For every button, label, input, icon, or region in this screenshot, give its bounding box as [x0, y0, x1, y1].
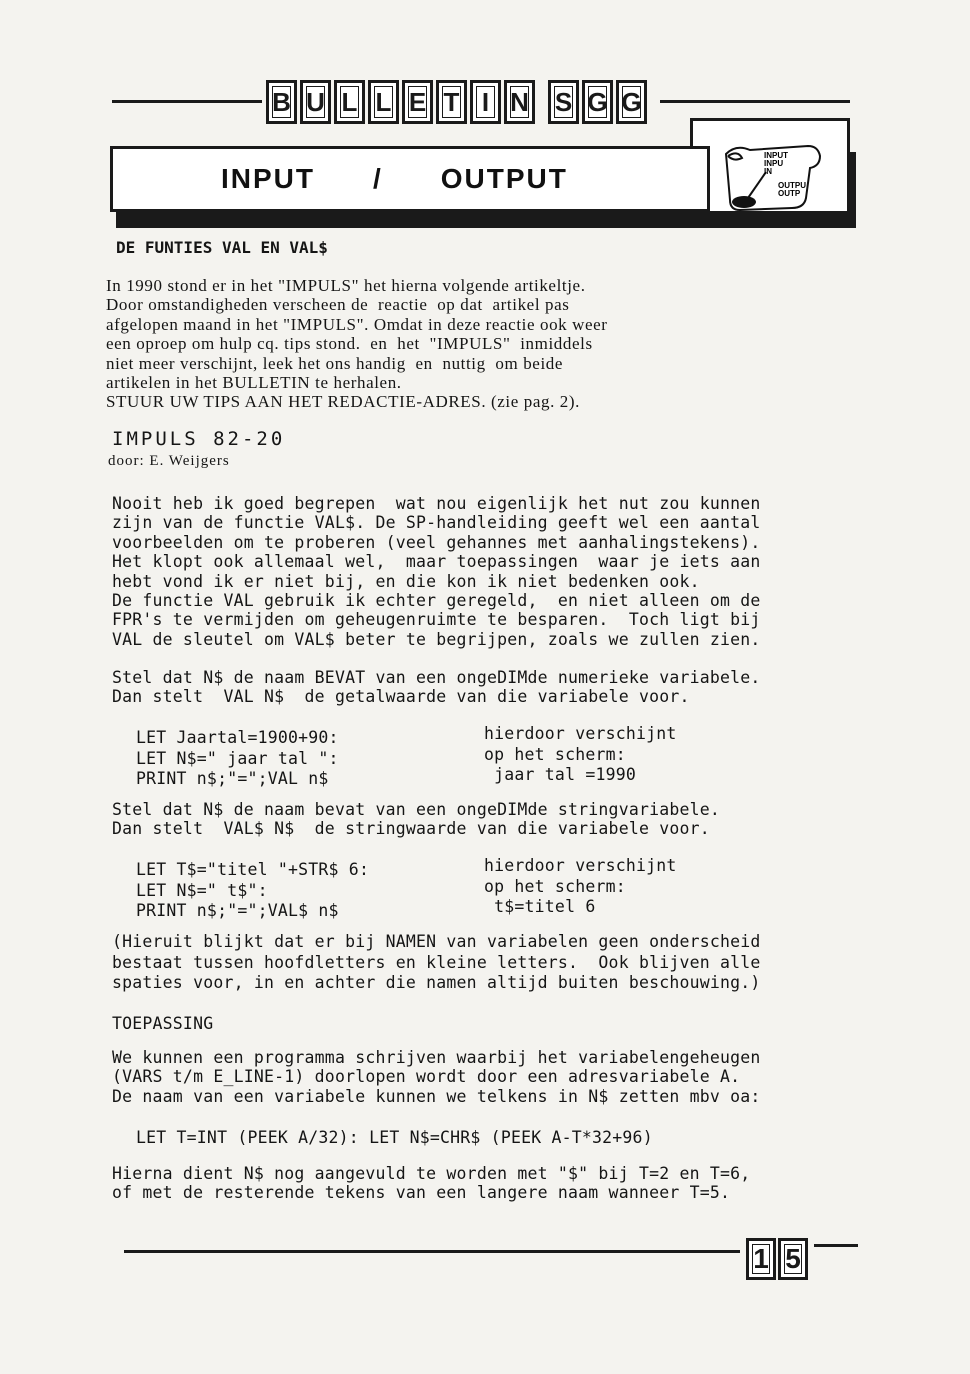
masthead-rule-left — [112, 100, 262, 103]
code-line: LET N$=" jaar tal ": — [136, 748, 339, 768]
bulletin-letter-tile: E — [402, 80, 433, 124]
footer-rule-left — [124, 1250, 740, 1253]
logo-line-3: IN — [764, 167, 772, 176]
bulletin-letter-tile: T — [436, 80, 467, 124]
body-line: bestaat tussen hoofdletters en kleine letters. Ook blijven alle — [112, 952, 761, 972]
article-byline: door: E. Weijgers — [108, 453, 230, 469]
subheading: TOEPASSING — [112, 1014, 214, 1033]
code-line: PRINT n$;"=";VAL$ n$ — [136, 901, 339, 920]
scroll-inkwell-icon — [718, 140, 828, 212]
body-line: Hierna dient N$ nog aangevuld te worden met "$" bij T=2 en T=6, — [112, 1164, 751, 1183]
body-line: De naam van een variabele kunnen we telkens in N$ zetten mbv oa: — [112, 1086, 761, 1106]
body-line: (Hieruit blijkt dat er bij NAMEN van variabelen geen onderscheid — [112, 932, 761, 951]
result-line: hierdoor verschijnt — [484, 724, 677, 743]
intro-line: niet meer verschijnt, leek het ons handig en nuttig om beide — [106, 353, 564, 373]
bulletin-letter-tile: N — [504, 80, 535, 124]
body-line: We kunnen een programma schrijven waarbij het variabelengeheugen — [112, 1048, 761, 1067]
result-line: op het scherm: — [484, 744, 626, 764]
logo-line-2: INPU — [764, 159, 784, 168]
page-number-tiles — [746, 1238, 808, 1280]
body-line: hebt vond ik er niet bij, en die kon ik niet bedenken ook. — [112, 571, 700, 591]
body-line: VAL de sleutel om VAL$ beter te begrijpen, zoals we zullen zien. — [112, 629, 761, 649]
section-input-label: INPUT — [221, 163, 315, 194]
body-line: zijn van de functie VAL$. De SP-handleiding geeft wel een aantal — [112, 513, 761, 533]
body-line: De functie VAL gebruik ik echter geregeld, en niet alleen om de — [112, 591, 761, 610]
intro-line: artikelen in het BULLETIN te herhalen. — [106, 373, 402, 392]
title-letter-tile: 1 — [746, 1238, 776, 1280]
body-line: Dan stelt VAL N$ de getalwaarde van die variabele voor. — [112, 687, 690, 707]
title-letter-tile: 5 — [778, 1238, 808, 1280]
body-line: Nooit heb ik goed begrepen wat nou eigenlijk het nut zou kunnen — [112, 494, 761, 513]
section-output-label: OUTPUT — [440, 163, 568, 194]
body-line: Dan stelt VAL$ N$ de stringwaarde van die variabele voor. — [112, 819, 710, 839]
bulletin-letter-tile: L — [368, 80, 399, 124]
result-line: jaar tal =1990 — [484, 765, 637, 784]
sgg-letter-tile: S — [548, 80, 579, 124]
body-line: of met de resterende tekens van een langere naam wanneer T=5. — [112, 1183, 731, 1203]
masthead-rule-right — [660, 100, 850, 103]
body-line: FPR's te vermijden om geheugenruimte te besparen. Toch ligt bij — [112, 610, 761, 630]
intro-line: een oproep om hulp cq. tips stond. en het "IMPULS" inmiddels — [106, 334, 593, 354]
bulletin-letter-tile: L — [334, 80, 365, 124]
body-line: Het klopt ook allemaal wel, maar toepassingen waar je iets aan — [112, 552, 761, 572]
logo-line-1: INPUT — [764, 151, 788, 160]
result-line: t$=titel 6 — [484, 897, 596, 916]
code-line: PRINT n$;"=";VAL n$ — [136, 769, 329, 788]
body-line: Stel dat N$ de naam BEVAT van een ongeDIMde numerieke variabele. — [112, 668, 761, 687]
intro-line: STUUR UW TIPS AAN HET REDACTIE-ADRES. (zie pag. 2). — [106, 392, 580, 412]
body-line: Stel dat N$ de naam bevat van een ongeDIMde stringvariabele. — [112, 800, 721, 819]
body-line: (VARS t/m E_LINE-1) doorlopen wordt door een adresvariabele A. — [112, 1067, 741, 1087]
body-line: voorbeelden om te proberen (veel gehannes met aanhalingstekens). — [112, 532, 761, 552]
result-line: hierdoor verschijnt — [484, 856, 677, 875]
body-line: spaties voor, in en achter die namen altijd buiten beschouwing.) — [112, 973, 761, 992]
footer-rule-right — [814, 1244, 858, 1247]
bulletin-letter-tile: I — [470, 80, 501, 124]
result-line: op het scherm: — [484, 876, 626, 896]
sgg-letter-tile: G — [582, 80, 613, 124]
code-line: LET T$="titel "+STR$ 6: — [136, 860, 370, 879]
intro-line: afgelopen maand in het "IMPULS". Omdat in deze reactie ook weer — [106, 314, 608, 334]
code-line: LET N$=" t$": — [136, 880, 268, 900]
page-title: DE FUNTIES VAL EN VAL$ — [116, 238, 328, 257]
bulletin-letter-tile: B — [266, 80, 297, 124]
section-slash: / — [373, 163, 383, 194]
code-line: LET Jaartal=1900+90: — [136, 728, 339, 747]
article-heading: IMPULS 82-20 — [112, 428, 286, 450]
bulletin-letter-tile: U — [300, 80, 331, 124]
logo-line-5: OUTP — [778, 189, 801, 198]
code-line: LET T=INT (PEEK A/32): LET N$=CHR$ (PEEK A-T*32+96) — [136, 1128, 653, 1147]
intro-line: In 1990 stond er in het "IMPULS" het hierna volgende artikeltje. — [106, 276, 586, 295]
section-banner — [110, 146, 710, 212]
bulletin-title-tiles — [266, 80, 647, 124]
logo-line-4: OUTPU — [778, 181, 806, 190]
sgg-letter-tile: G — [616, 80, 647, 124]
intro-line: Door omstandigheden verscheen de reactie op dat artikel pas — [106, 295, 570, 315]
